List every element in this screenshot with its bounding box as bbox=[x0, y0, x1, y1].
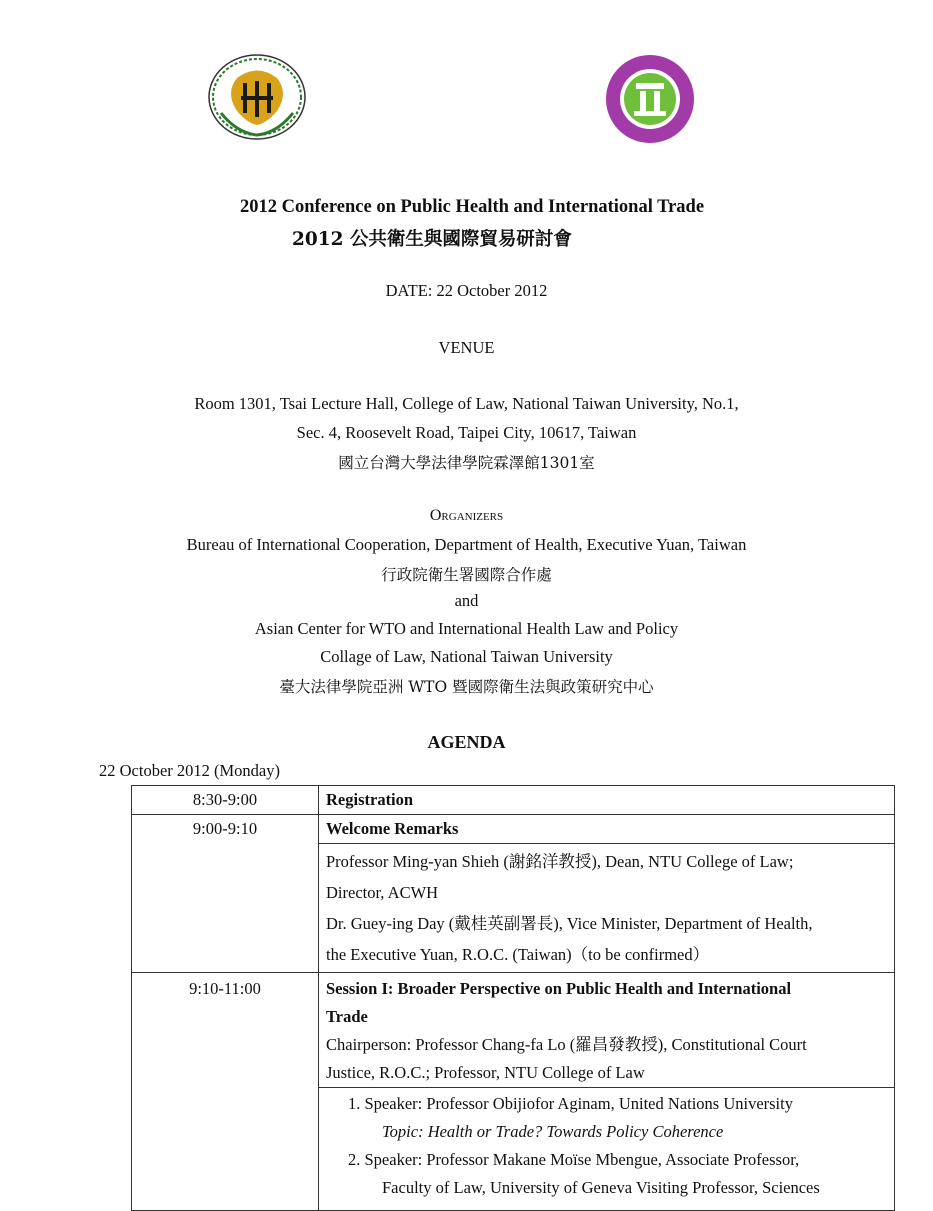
speaker-topic: Topic: Health or Trade? Towards Policy Coherence bbox=[382, 1122, 724, 1141]
organizer-line: Collage of Law, National Taiwan University bbox=[320, 647, 613, 666]
chair-line: Justice, R.O.C.; Professor, NTU College of Law bbox=[326, 1063, 645, 1082]
venue-line-cn: 國立台灣大學法律學院霖澤館1301室 bbox=[338, 454, 595, 472]
organizer-line: Asian Center for WTO and International Health Law and Policy bbox=[254, 619, 679, 638]
agenda-time: 9:00-9:10 bbox=[132, 815, 319, 973]
agenda-time: 8:30-9:00 bbox=[132, 786, 319, 815]
agenda-time: 9:10-11:00 bbox=[132, 973, 319, 1211]
agenda-table bbox=[131, 785, 895, 1211]
agenda-date: 22 October 2012 (Monday) bbox=[99, 761, 281, 780]
agenda-item-title: Registration bbox=[319, 786, 895, 815]
detail-line: Dr. Guey-ing Day (戴桂英副署長), Vice Minister, Department of Health, bbox=[326, 914, 813, 933]
conference-date: DATE: 22 October 2012 bbox=[385, 281, 548, 300]
detail-line: Professor Ming-yan Shieh (謝銘洋教授), Dean, NTU College of Law; bbox=[326, 852, 794, 871]
detail-line: the Executive Yuan, R.O.C. (Taiwan)（to be confirmed） bbox=[326, 945, 710, 964]
venue-heading: VENUE bbox=[438, 338, 495, 357]
session-title-line: Session I: Broader Perspective on Public Health and International bbox=[326, 979, 792, 998]
agenda-item-title: Welcome Remarks bbox=[319, 815, 895, 844]
organizer-line-cn: 臺大法律學院亞洲 WTO 暨國際衛生法與政策研究中心 bbox=[279, 678, 654, 696]
session-header bbox=[319, 973, 895, 1088]
chair-line: Chairperson: Professor Chang-fa Lo (羅昌發教授), Constitutional Court bbox=[326, 1035, 807, 1054]
detail-line: Director, ACWH bbox=[326, 883, 439, 902]
table-row bbox=[132, 973, 895, 1088]
organizers-heading: Organizers bbox=[429, 507, 504, 524]
speaker-line: 1. Speaker: Professor Obijiofor Aginam, United Nations University bbox=[348, 1094, 793, 1113]
agenda-heading: AGENDA bbox=[427, 732, 506, 752]
table-row bbox=[132, 786, 895, 815]
department-of-health-logo bbox=[207, 53, 307, 141]
conference-title-cn: 2012 公共衛生與國際貿易研討會 bbox=[292, 229, 572, 250]
venue-line: Room 1301, Tsai Lecture Hall, College of Law, National Taiwan University, No.1, bbox=[194, 394, 739, 413]
organizer-line: and bbox=[454, 591, 479, 610]
venue-line: Sec. 4, Roosevelt Road, Taipei City, 10617, Taiwan bbox=[296, 423, 637, 442]
ntu-college-of-law-logo bbox=[604, 53, 696, 145]
table-row bbox=[132, 815, 895, 844]
speaker-line-continued: Faculty of Law, University of Geneva Visiting Professor, Sciences bbox=[382, 1178, 820, 1197]
conference-title-en: 2012 Conference on Public Health and International Trade bbox=[240, 197, 705, 217]
agenda-item-details bbox=[319, 844, 895, 973]
speaker-line: 2. Speaker: Professor Makane Moïse Mbengue, Associate Professor, bbox=[348, 1150, 800, 1169]
session-title-line: Trade bbox=[326, 1007, 368, 1026]
organizer-line-cn: 行政院衛生署國際合作處 bbox=[381, 566, 552, 584]
organizer-line: Bureau of International Cooperation, Department of Health, Executive Yuan, Taiwan bbox=[186, 535, 747, 554]
session-speakers bbox=[319, 1088, 895, 1211]
